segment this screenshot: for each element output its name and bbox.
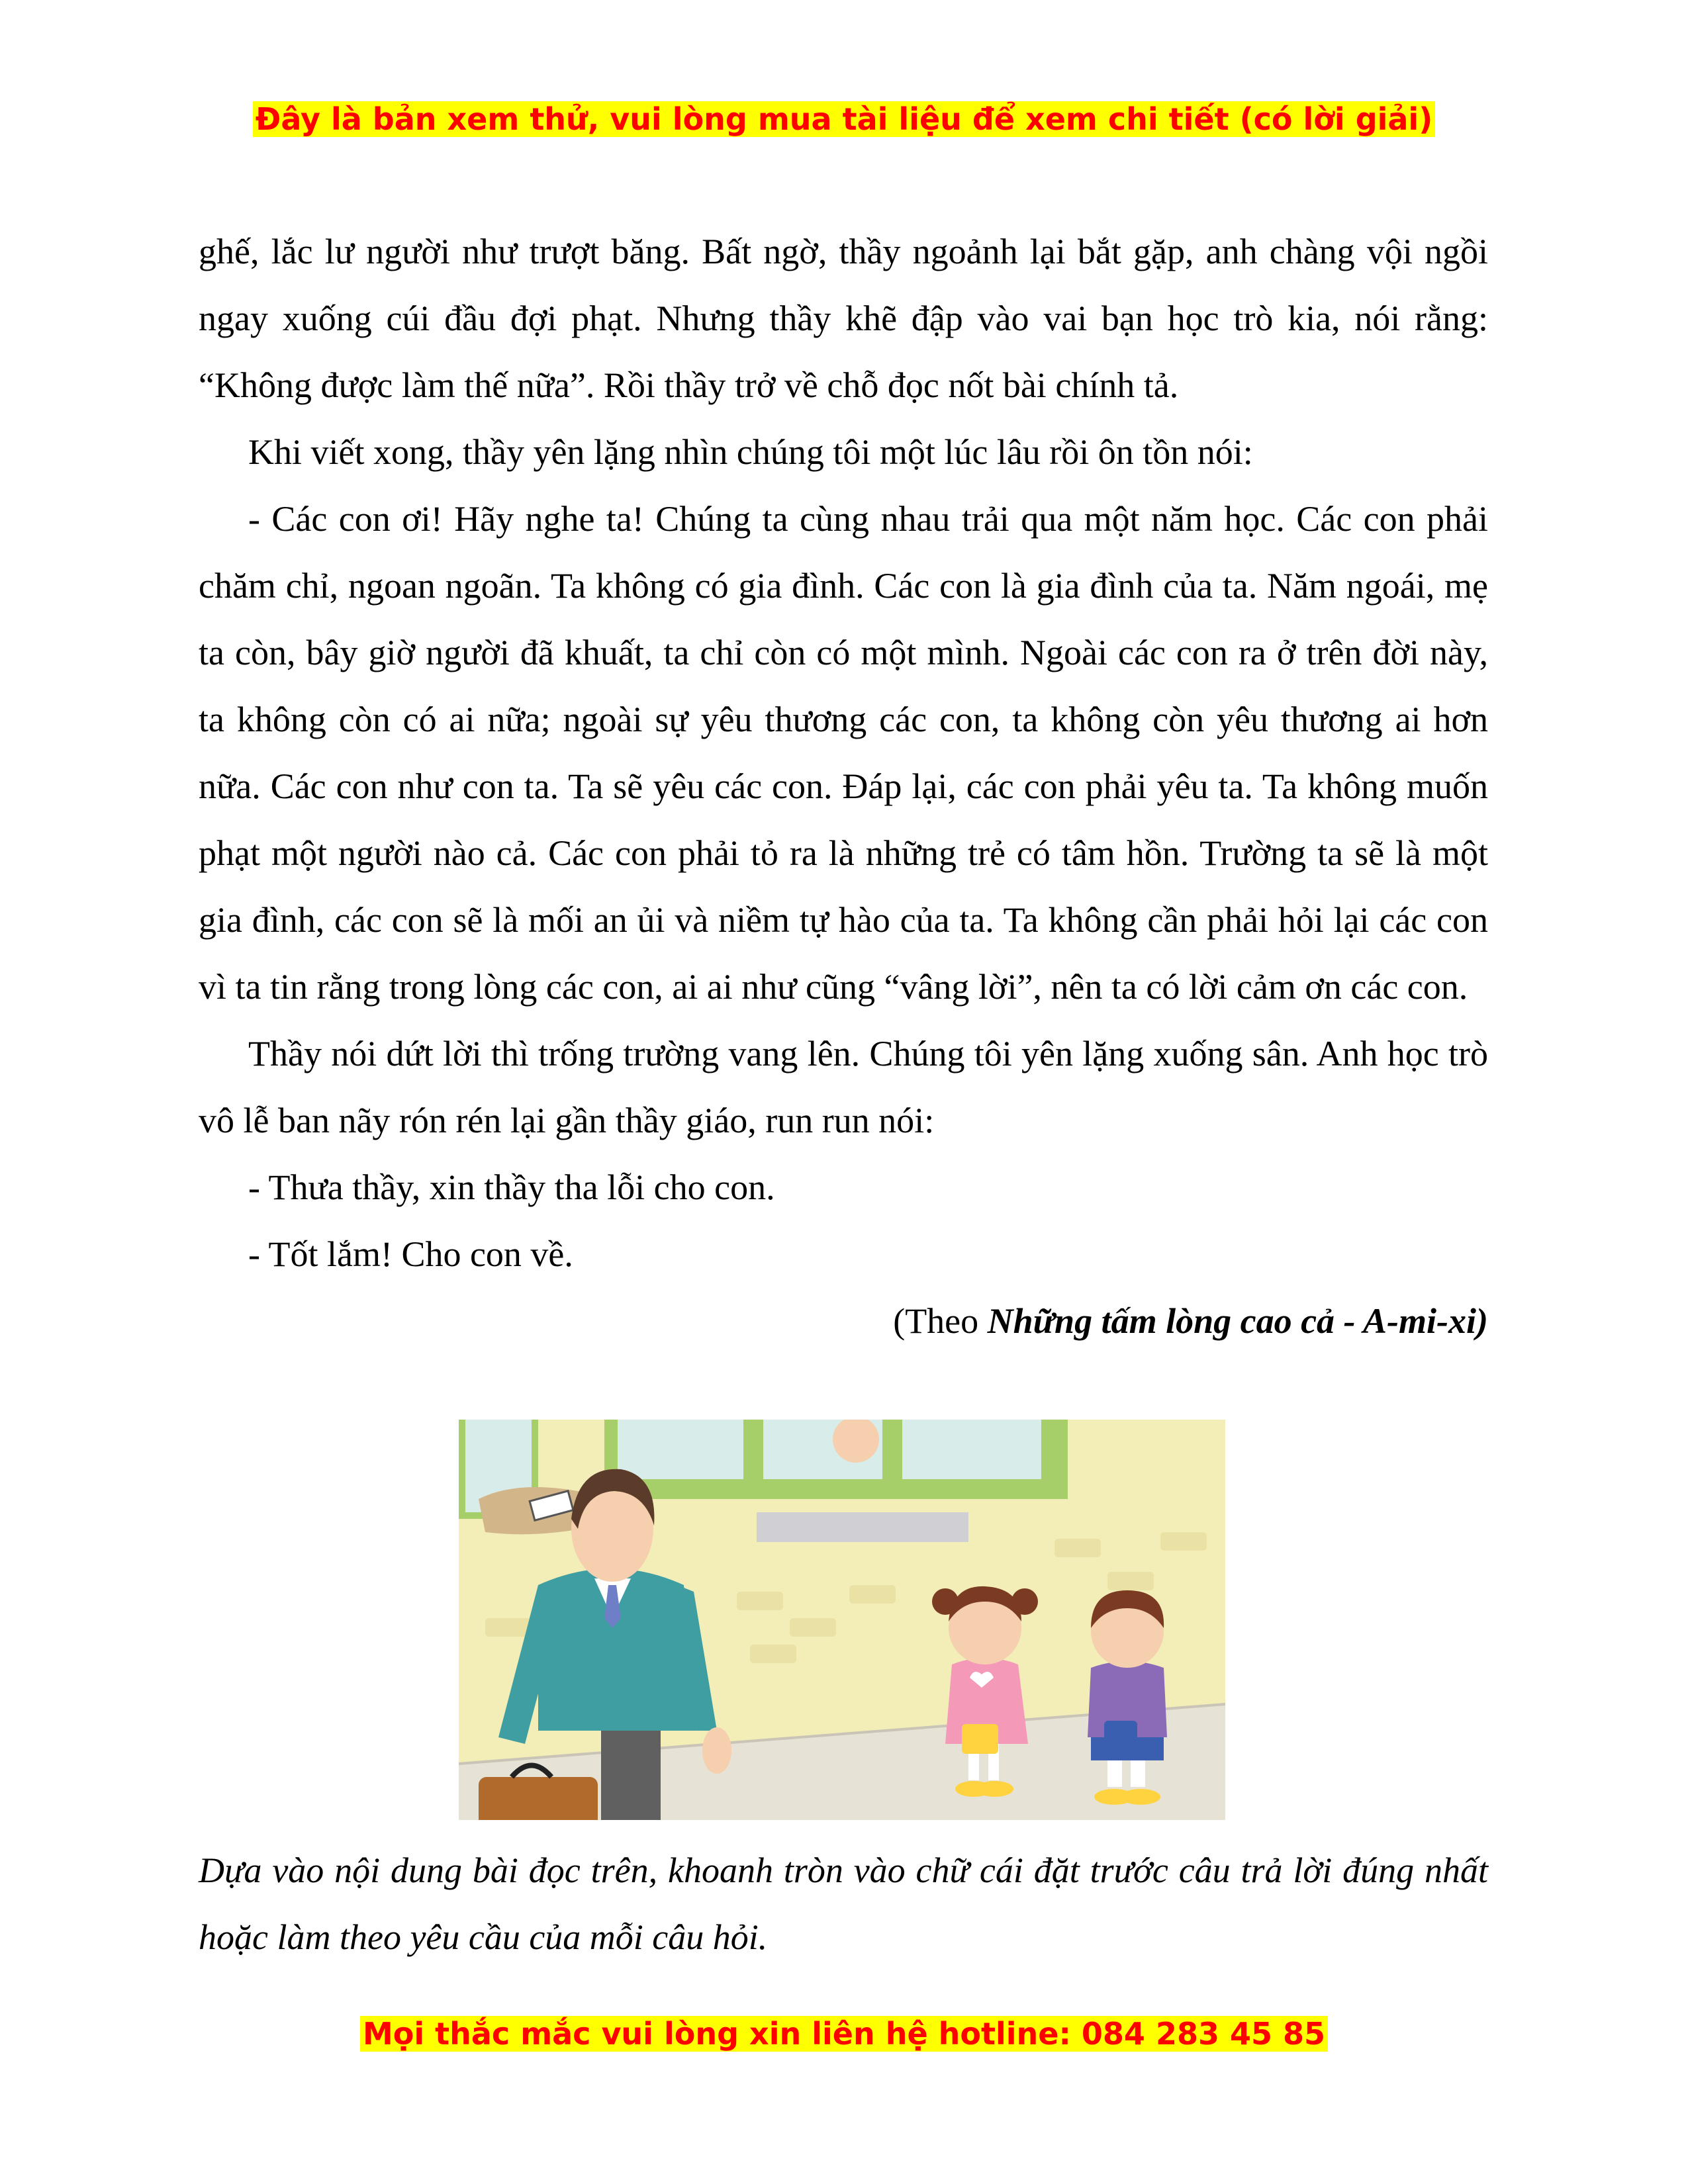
paragraph-2: Khi viết xong, thầy yên lặng nhìn chúng tôi một lúc lâu rồi ôn tồn nói: bbox=[248, 432, 1253, 472]
paragraph-3: - Các con ơi! Hãy nghe ta! Chúng ta cùng nhau trải qua một năm học. Các con phải chăm chỉ, ngoan ngoãn. Ta không có gia đình. Các con là gia đình của ta. Năm ngoái, mẹ ta còn, bây giờ người đã khuất, ta chỉ còn có một mình. Ngoài các con ra ở trên đời này, ta không còn có ai nữa; ngoài sự yêu thương các con, ta không còn yêu thương ai hơn nữa. Các con như con ta. Ta sẽ yêu các con. Đáp lại, các con phải yêu ta. Ta không muốn phạt một người nào cả. Các con phải tỏ ra là những trẻ có tâm hồn. Trường ta sẽ là một gia đình, các con sẽ là mối an ủi và niềm tự hào của ta. Ta không cần phải hỏi lại các con vì ta tin rằng trong lòng các con, ai ai như cũng “vâng lời”, nên ta có lời cảm ơn các con. bbox=[199, 499, 1488, 1007]
attribution-title: Những tấm lòng cao cả - A-mi-xi) bbox=[987, 1301, 1488, 1341]
preview-banner-text: Đây là bản xem thử, vui lòng mua tài liệu để xem chi tiết (có lời giải) bbox=[253, 101, 1435, 137]
attribution bbox=[199, 1288, 1488, 1355]
classroom-illustration bbox=[459, 1420, 1225, 1820]
hotline-banner-text: Mọi thắc mắc vui lòng xin liên hệ hotline: 084 283 45 85 bbox=[360, 2016, 1328, 2052]
question-instructions bbox=[199, 1837, 1488, 1971]
story-text bbox=[199, 218, 1488, 1355]
attribution-prefix: (Theo bbox=[893, 1301, 988, 1341]
paragraph-1: ghế, lắc lư người như trượt băng. Bất ngờ, thầy ngoảnh lại bắt gặp, anh chàng vội ngồi ngay xuống cúi đầu đợi phạt. Nhưng thầy khẽ đập vào vai bạn học trò kia, nói rằng: “Không được làm thế nữa”. Rồi thầy trở về chỗ đọc nốt bài chính tả. bbox=[199, 232, 1488, 405]
paragraph-5: - Thưa thầy, xin thầy tha lỗi cho con. bbox=[248, 1167, 775, 1207]
paragraph-4: Thầy nói dứt lời thì trống trường vang lên. Chúng tôi yên lặng xuống sân. Anh học trò vô lễ ban nãy rón rén lại gần thầy giáo, run run nói: bbox=[199, 1034, 1488, 1140]
hotline-banner bbox=[0, 2014, 1688, 2054]
paragraph-6: - Tốt lắm! Cho con về. bbox=[248, 1234, 573, 1274]
preview-banner bbox=[0, 99, 1688, 139]
instructions-text: Dựa vào nội dung bài đọc trên, khoanh tròn vào chữ cái đặt trước câu trả lời đúng nhất hoặc làm theo yêu cầu của mỗi câu hỏi. bbox=[199, 1850, 1488, 1957]
